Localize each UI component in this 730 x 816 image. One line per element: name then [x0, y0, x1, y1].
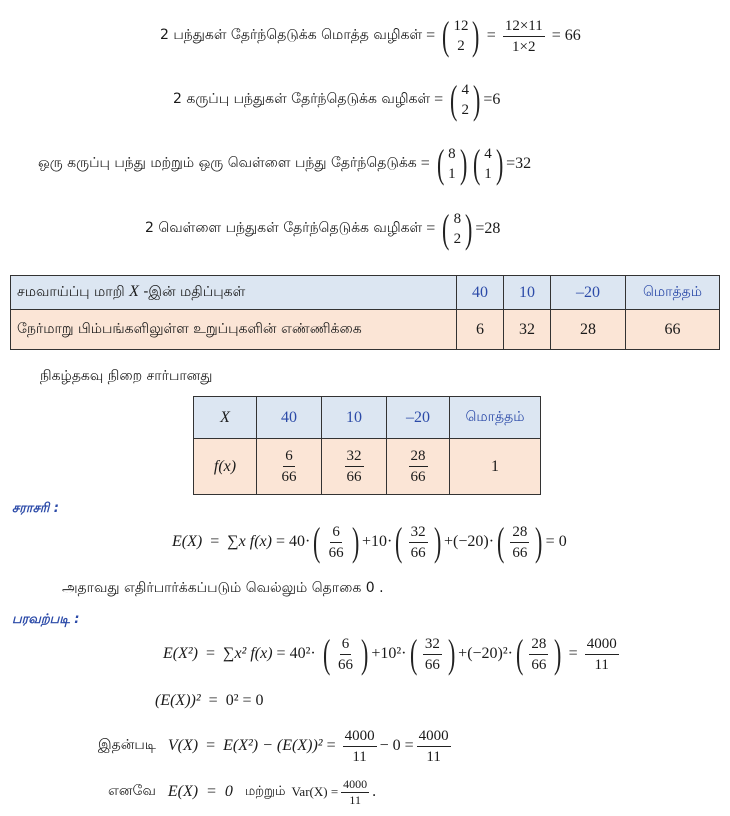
- black-ways-binomial: ( 4 2 ): [450, 77, 481, 122]
- mixed-ways-result: 32: [515, 155, 532, 172]
- pmf-header-neg20: –20: [387, 397, 450, 439]
- fraction-denominator: 66: [410, 544, 426, 561]
- vx-line: [98, 722, 454, 770]
- binom-top: 4: [484, 146, 492, 162]
- total-ways-result: 66: [564, 27, 581, 44]
- mean-fraction-3: ( $\frac{28}{66}$ ): [497, 519, 543, 564]
- equals-sign: =: [475, 220, 485, 237]
- ex2-term1-coef: = 40²·: [276, 645, 316, 662]
- mean-lhs: E(X): [172, 533, 203, 550]
- final-line: [108, 774, 376, 810]
- table1-value-neg20: –20: [551, 276, 626, 310]
- fraction-numerator: 4000: [585, 635, 619, 655]
- binom-bottom: 1: [484, 166, 492, 182]
- binom-bottom: 2: [457, 38, 465, 54]
- equals-sign: =: [506, 155, 516, 172]
- final-fraction: [341, 778, 369, 807]
- ex-squared-rhs: 0² = 0: [225, 692, 264, 709]
- table1-count-32: 32: [504, 310, 551, 350]
- fraction-denominator: 66: [328, 544, 344, 561]
- binom-top: 4: [461, 82, 470, 98]
- fraction-denominator: 11: [594, 656, 609, 673]
- fraction-denominator: 11: [426, 748, 441, 765]
- fraction-numerator: 32: [409, 523, 428, 543]
- row1-label-part-a: சமவாய்ப்பு மாறி: [17, 284, 125, 300]
- white-ways-binomial: ( 8 2 ): [442, 206, 473, 251]
- fraction-denominator: 66: [410, 469, 426, 485]
- table1-counts-row: [11, 310, 720, 350]
- total-ways-line: [160, 14, 581, 58]
- final-label: எனவே: [108, 783, 156, 799]
- mixed-binomial-1: ( 8 1 ): [436, 141, 467, 186]
- equals-sign: =: [202, 737, 220, 754]
- row1-label-part-b: -இன் மதிப்புகள்: [143, 284, 246, 300]
- total-ways-label: 2 பந்துகள் தேர்ந்தெடுக்க மொத்த வழிகள்: [160, 27, 423, 43]
- binom-top: 8: [453, 211, 462, 227]
- pmf-table: [193, 396, 541, 495]
- pmf-f-label: f(x): [194, 439, 257, 495]
- fraction-numerator: 6: [340, 635, 352, 655]
- equals-sign: =: [426, 27, 436, 44]
- black-ways-result: 6: [492, 91, 501, 108]
- mixed-ways-line: [38, 142, 531, 186]
- vx-mid: E(X²) − (E(X))²: [223, 737, 323, 754]
- ex2-fraction-3: ( $\frac{28}{66}$ ): [515, 631, 562, 676]
- equals-sign: =: [486, 27, 496, 44]
- equals-sign: =: [551, 27, 561, 44]
- fraction-denominator: 66: [531, 656, 547, 673]
- final-var: Var(X) =: [291, 784, 339, 799]
- binom-bottom: 1: [448, 166, 456, 182]
- white-ways-label: 2 வெள்ளை பந்துகள் தேர்ந்தெடுக்க வழிகள்: [145, 220, 423, 236]
- total-ways-fraction: [503, 17, 545, 56]
- pmf-caption: நிகழ்தகவு நிறை சார்பானது: [40, 368, 213, 384]
- equals-sign: =: [204, 692, 222, 709]
- pmf-fraction: [280, 447, 299, 486]
- equals-sign: =: [275, 533, 285, 550]
- fraction-numerator: 6: [330, 523, 342, 543]
- fraction-numerator: 28: [510, 523, 529, 543]
- fraction-denominator: 1×2: [512, 38, 536, 55]
- fraction-numerator: 32: [345, 447, 364, 467]
- ex-squared-lhs: (E(X))²: [155, 692, 201, 709]
- vx-fraction: [343, 727, 377, 766]
- mean-heading: சராசரி :: [12, 501, 59, 516]
- table1-values-row: [11, 276, 720, 310]
- equals-sign: =: [202, 645, 220, 662]
- mean-term3-coef: +(−20)·: [443, 533, 495, 550]
- pmf-total: 1: [450, 439, 541, 495]
- equals-sign: =: [568, 645, 578, 662]
- mixed-binomial-2: ( 4 1 ): [472, 141, 504, 186]
- pmf-values-row: [194, 439, 541, 495]
- ex2-equation: [163, 630, 622, 678]
- equals-sign: =: [326, 737, 336, 754]
- black-ways-label: 2 கருப்பு பந்துகள் தேர்ந்தெடுக்க வழிகள்: [173, 91, 431, 107]
- fraction-numerator: 4000: [343, 727, 377, 747]
- final-ex: E(X) = 0: [167, 783, 233, 800]
- vx-lhs: V(X): [167, 737, 199, 754]
- vx-result-fraction: [417, 727, 451, 766]
- hence-label: இதன்படி: [98, 737, 156, 753]
- pmf-cell-3: [387, 439, 450, 495]
- ex-squared-line: [155, 688, 264, 714]
- ex2-term3-coef: +(−20)²·: [458, 645, 513, 662]
- ex2-term2-coef: +10²·: [371, 645, 407, 662]
- ex2-fraction-1: ( $\frac{6}{66}$ ): [322, 631, 369, 676]
- table1-row2-label: நேர்மாறு பிம்பங்களிலுள்ள உறுப்புகளின் எண்ணிக்கை: [11, 310, 457, 350]
- vx-minus: − 0 =: [379, 737, 414, 754]
- fraction-denominator: 66: [281, 469, 297, 485]
- equals-sign: =: [426, 220, 436, 237]
- fraction-numerator: 4000: [343, 776, 368, 791]
- and-word: மற்றும்: [244, 784, 286, 799]
- equals-sign: =: [420, 155, 430, 172]
- binom-bottom: 2: [461, 102, 470, 118]
- pmf-header-x: X: [194, 397, 257, 439]
- ex2-lhs: E(X²): [163, 645, 198, 662]
- white-ways-result: 28: [484, 220, 501, 237]
- fraction-denominator: 66: [338, 656, 354, 673]
- table1-count-28: 28: [551, 310, 626, 350]
- fraction-numerator: 28: [409, 447, 428, 467]
- row1-label-variable: X: [129, 283, 139, 300]
- pmf-header-40: 40: [257, 397, 322, 439]
- mean-term2-coef: +10·: [361, 533, 393, 550]
- pmf-header-10: 10: [322, 397, 387, 439]
- pmf-fraction: [409, 447, 428, 486]
- total-ways-binomial: ( 12 2 ): [442, 13, 480, 58]
- fraction-numerator: 4000: [417, 727, 451, 747]
- table1-total-header: மொத்தம்: [626, 276, 720, 310]
- mean-conclusion: அதாவது எதிர்பார்க்கப்படும் வெல்லும் தொகை 0 .: [62, 580, 384, 596]
- pmf-cell-1: [257, 439, 322, 495]
- fraction-denominator: 11: [352, 748, 367, 765]
- mean-term1-coef: 40·: [288, 533, 311, 550]
- table1-value-10: 10: [504, 276, 551, 310]
- table1-value-40: 40: [457, 276, 504, 310]
- equals-sign: =: [434, 91, 444, 108]
- table1-count-total: 66: [626, 310, 720, 350]
- mean-fraction-1: ( $\frac{6}{66}$ ): [313, 519, 359, 564]
- fraction-numerator: 32: [423, 635, 442, 655]
- final-dot: .: [372, 783, 377, 800]
- equals-sign: =: [483, 91, 493, 108]
- pmf-cell-2: [322, 439, 387, 495]
- variance-heading: பரவற்படி :: [12, 612, 80, 627]
- pmf-header-row: [194, 397, 541, 439]
- fraction-numerator: 12×11: [503, 17, 545, 37]
- binom-top: 12: [453, 18, 469, 34]
- table1-count-6: 6: [457, 310, 504, 350]
- values-count-table: [10, 275, 720, 350]
- ex2-fraction-2: ( $\frac{32}{66}$ ): [409, 631, 456, 676]
- pmf-fraction: [345, 447, 364, 486]
- equals-sign: =: [206, 533, 224, 550]
- fraction-denominator: 66: [424, 656, 440, 673]
- black-ways-line: [173, 78, 500, 122]
- ex2-sum-term: ∑x² f(x): [223, 645, 273, 662]
- fraction-numerator: 6: [283, 447, 295, 467]
- white-ways-line: [145, 207, 500, 251]
- mean-result: = 0: [545, 533, 567, 550]
- fraction-numerator: 28: [529, 635, 548, 655]
- binom-top: 8: [448, 146, 456, 162]
- mixed-ways-label: ஒரு கருப்பு பந்து மற்றும் ஒரு வெள்ளை பந்து தேர்ந்தெடுக்க: [38, 155, 417, 171]
- table1-row1-label: [11, 276, 457, 310]
- mean-fraction-2: ( $\frac{32}{66}$ ): [395, 519, 441, 564]
- mean-equation: [172, 518, 567, 566]
- mean-sum-term: ∑x f(x): [227, 533, 272, 550]
- fraction-denominator: 66: [346, 469, 362, 485]
- ex2-result-fraction: [585, 635, 619, 674]
- binom-bottom: 2: [453, 231, 462, 247]
- fraction-denominator: 66: [512, 544, 528, 561]
- fraction-denominator: 11: [349, 792, 361, 807]
- pmf-header-total: மொத்தம்: [450, 397, 541, 439]
